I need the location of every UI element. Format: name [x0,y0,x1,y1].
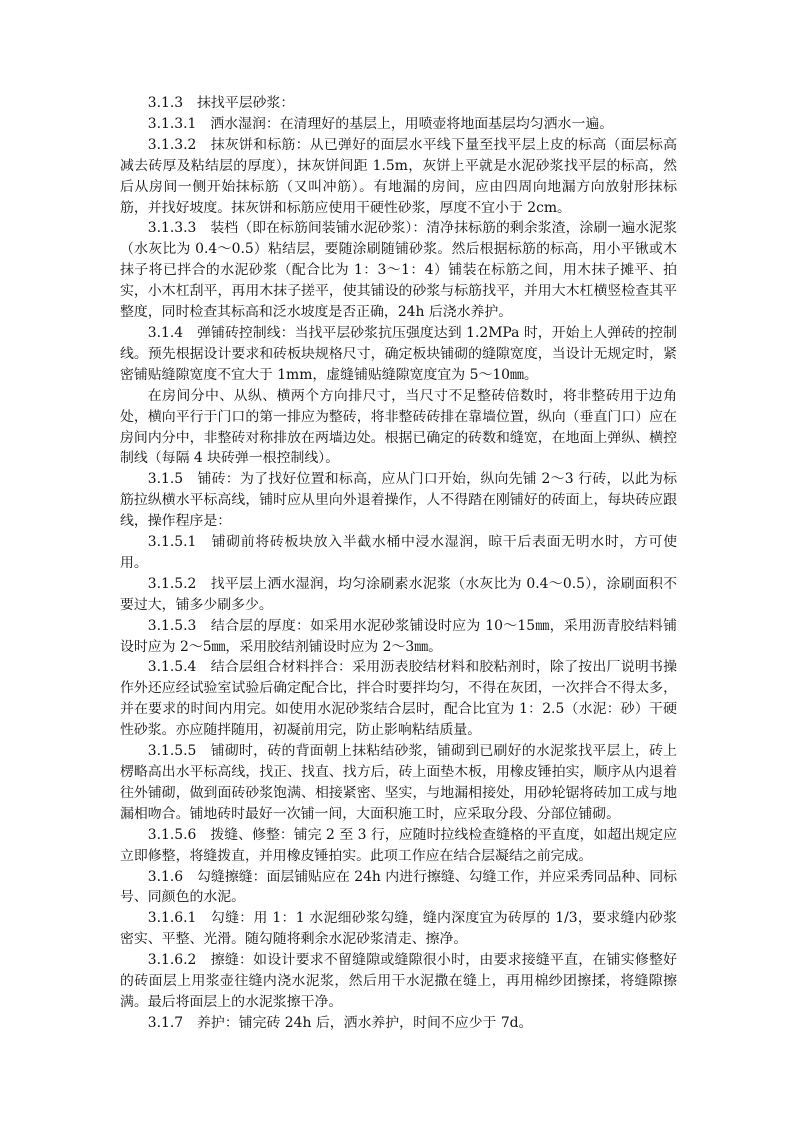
paragraph: 3.1.5.5 铺砌时，砖的背面朝上抹粘结砂浆，铺砌到已刷好的水泥浆找平层上，砖上楞略高出水平标高线，找正、找直、找方后，砖上面垫木板，用橡皮锤拍实，顺序从内退着往外铺砌，做到面砖砂浆饱满、相接紧密、坚实，与地漏相接处，用砂轮锯将砖加工成与地漏相吻合。铺地砖时最好一次铺一间，大面积施工时，应采取分段、分部位铺砌。 [120,743,677,822]
paragraph: 3.1.5.6 拨缝、修整：铺完 2 至 3 行，应随时拉线检查缝格的平直度，如超出规定应立即修整，将缝拨直，并用橡皮锤拍实。此项工作应在结合层凝结之前完成。 [120,826,677,864]
paragraph: 3.1.4 弹铺砖控制线：当找平层砂浆抗压强度达到 1.2MPa 时，开始上人弹砖的控制线。预先根据设计要求和砖板块规格尺寸，确定板块铺砌的缝隙宽度，当设计无规定时，紧密铺贴缝隙宽度不宜大于 1mm，虚缝铺贴缝隙宽度宜为 5～10㎜。 [120,324,677,383]
paragraph: 3.1.3 抹找平层砂浆： [147,95,295,111]
document-page [120,93,677,1034]
paragraph: 3.1.5 铺砖：为了找好位置和标高，应从门口开始，纵向先铺 2～3 行砖，以此为标筋拉纵横水平标高线，铺时应从里向外退着操作，人不得踏在刚铺好的砖面上，每块砖应跟线，操作程序是： [120,471,677,530]
paragraph: 3.1.6.1 勾缝：用 1：1 水泥细砂浆勾缝，缝内深度宜为砖厚的 1/3，要求缝内砂浆密实、平整、光滑。随勾随将剩余水泥砂浆清走、擦净。 [120,910,677,948]
paragraph: 3.1.5.4 结合层组合材料拌合：采用沥表胶结材料和胶粘剂时，除了按出厂说明书操作外还应经试验室试验后确定配合比，拌合时要拌均匀，不得在灰团，一次拌合不得太多，并在要求的时间内用完。如使用水泥砂浆结合层时，配合比宜为 1：2.5（水泥：砂）干硬性砂浆。亦应随拌随用，初凝前用完，防止影响粘结质量。 [120,659,677,739]
paragraph: 3.1.3.2 抹灰饼和标筋：从已弹好的面层水平线下量至找平层上皮的标高（面层标高减去砖厚及粘结层的厚度），抹灰饼间距 1.5m，灰饼上平就是水泥砂浆找平层的标高，然后从房间一侧开始抹标筋（又叫冲筋）。有地漏的房间，应由四周向地漏方向放射形抹标筋，并找好坡度。抹灰饼和标筋应使用干硬性砂浆，厚度不宜小于 2cm。 [120,136,677,216]
paragraph: 3.1.6 勾缝擦缝：面层铺贴应在 24h 内进行擦缝、勾缝工作，并应采秀同品种、同标号、同颜色的水泥。 [120,868,677,906]
paragraph: 3.1.3.1 洒水湿润：在清理好的基层上，用喷壶将地面基层均匀洒水一遍。 [147,115,614,132]
paragraph: 3.1.5.2 找平层上洒水湿润，均匀涂刷素水泥浆（水灰比为 0.4～0.5），涂刷面积不要过大，铺多少刷多少。 [120,575,677,613]
paragraph: 3.1.5.3 结合层的厚度：如采用水泥砂浆铺设时应为 10～15㎜，采用沥青胶结料铺设时应为 2～5㎜，采用胶结剂铺设时应为 2～3㎜。 [120,617,677,655]
paragraph: 3.1.6.2 擦缝：如设计要求不留缝隙或缝隙很小时，由要求接缝平直，在铺实修整好的砖面层上用浆壶往缝内浇水泥浆，然后用干水泥撒在缝上，再用棉纱团擦揉，将缝隙擦满。最后将面层上的水泥浆擦干净。 [120,952,677,1010]
paragraph: 在房间分中、从纵、横两个方向排尺寸，当尺寸不足整砖倍数时，将非整砖用于边角处，横向平行于门口的第一排应为整砖，将非整砖砖排在靠墙位置，纵向（垂直门口）应在房间内分中，非整砖对称排放在两墙边处。根据已确定的砖数和缝宽，在地面上弹纵、横控制线（每隔 4 块砖弹一根控制线）。 [120,387,677,467]
paragraph: 3.1.5.1 铺砌前将砖板块放入半截水桶中浸水湿润，晾干后表面无明水时，方可使用。 [120,534,677,571]
paragraph: 3.1.7 养护：铺完砖 24h 后，洒水养护，时间不应少于 7d。 [147,1014,533,1031]
paragraph: 3.1.3.3 装档（即在标筋间装铺水泥砂浆）：清净抹标筋的剩余浆渣，涂刷一遍水泥浆（水灰比为 0.4～0.5）粘结层，要随涂刷随铺砂浆。然后根据标筋的标高，用小平锹或木抹子将已拌合的水泥砂浆（配合比为 1：3～1：4）铺装在标筋之间，用木抹子摊平、拍实，小木杠刮平，再用木抹子搓平，使其铺设的砂浆与标筋找平，并用大木杠横竖检查其平整度，同时检查其标高和泛水坡度是否正确，24h 后浇水养护。 [120,220,677,321]
